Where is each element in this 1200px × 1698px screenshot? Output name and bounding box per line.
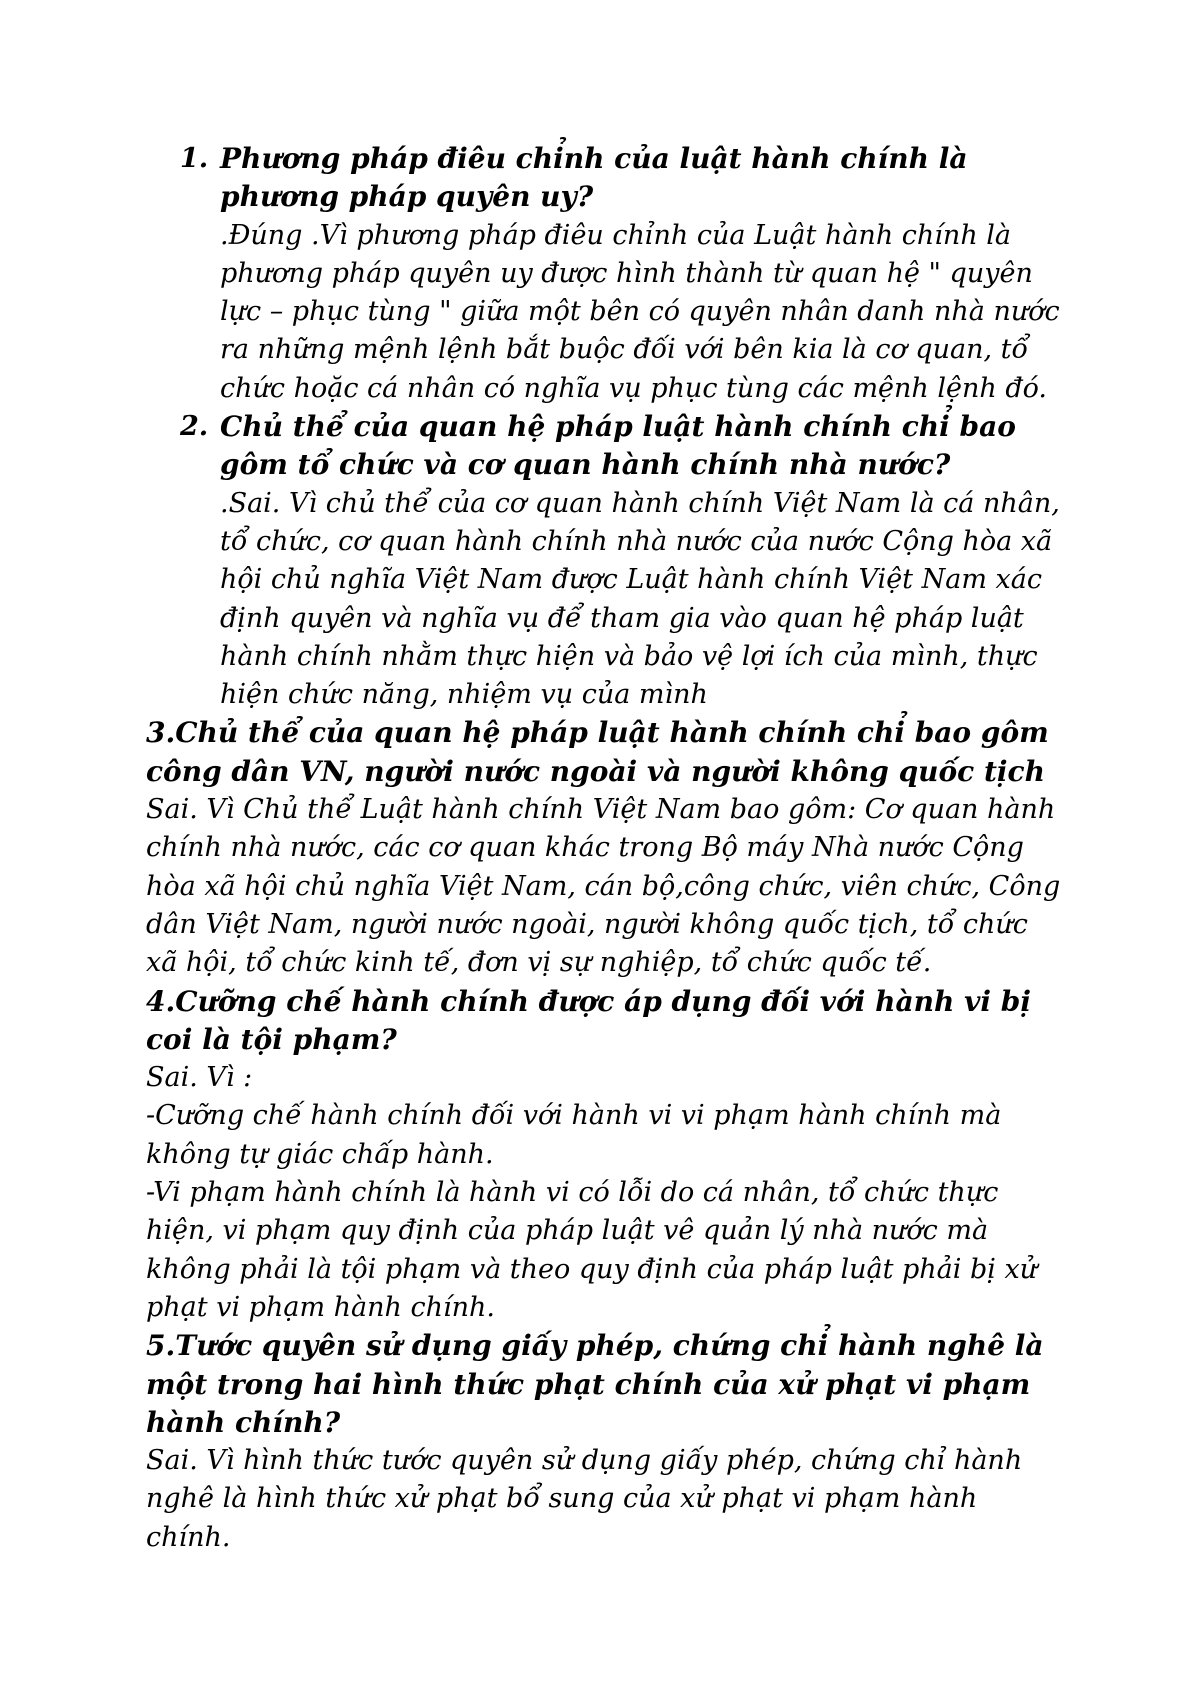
qa-item-1 xyxy=(146,140,1066,408)
answer-text: .Sai. Vì chủ thể của cơ quan hành chính Việt Nam là cá nhân, tổ chức, cơ quan hành chính nhà nước của nước Cộng hòa xã hội chủ nghĩa Việt Nam được Luật hành chính Việt Nam xác định quyên và nghĩa vụ để tham gia vào quan hệ pháp luật hành chính nhằm thực hiện và bảo vệ lợi ích của mình, thực hiện chức năng, nhiệm vụ của mình xyxy=(220,487,1060,711)
question-text: 3.Chủ thể của quan hệ pháp luật hành chính chỉ bao gôm công dân VN, người nước ngoài và người không quốc tịch xyxy=(146,716,1049,788)
answer-text: .Đúng .Vì phương pháp điêu chỉnh của Luật hành chính là phương pháp quyên uy được hình thành từ quan hệ " quyên lực – phục tùng " giữa một bên có quyên nhân danh nhà nước ra những mệnh lệnh bắt buộc đối với bên kia là cơ quan, tổ chức hoặc cá nhân có nghĩa vụ phục tùng các mệnh lệnh đó. xyxy=(220,219,1060,404)
document-page xyxy=(146,140,1066,1557)
question-text: 4.Cưỡng chế hành chính được áp dụng đối với hành vi bị coi là tội phạm? xyxy=(146,984,1031,1056)
answer-text: Sai. Vì : xyxy=(146,1062,253,1094)
qa-item-3 xyxy=(146,714,1066,982)
qa-item-4 xyxy=(146,983,1066,1328)
item-number: 1. xyxy=(180,143,209,174)
qa-item-2 xyxy=(146,408,1066,714)
answer-text: -Cưỡng chế hành chính đối với hành vi vi phạm hành chính mà không tự giác chấp hành. xyxy=(146,1100,1002,1170)
answer-text: Sai. Vì Chủ thể Luật hành chính Việt Nam bao gôm: Cơ quan hành chính nhà nước, các cơ quan khác trong Bộ máy Nhà nước Cộng hòa xã hội chủ nghĩa Việt Nam, cán bộ,công chức, viên chức, Công dân Việt Nam, người nước ngoài, người không quốc tịch, tổ chức xã hội, tổ chức kinh tế, đơn vị sự nghiệp, tổ chức quốc tế. xyxy=(146,794,1061,979)
qa-item-5 xyxy=(146,1327,1066,1557)
item-number: 2. xyxy=(180,411,209,443)
answer-text: -Vi phạm hành chính là hành vi có lỗi do cá nhân, tổ chức thực hiện, vi phạm quy định của pháp luật vê quản lý nhà nước mà không phải là tội phạm và theo quy định của pháp luật phải bị xử phạt vi phạm hành chính. xyxy=(146,1177,1038,1323)
question-text: 5.Tước quyên sử dụng giấy phép, chứng chỉ hành nghê là một trong hai hình thức phạt chính của xử phạt vi phạm hành chính? xyxy=(146,1329,1044,1439)
question-text: Phương pháp điêu chỉnh của luật hành chính là phương pháp quyên uy? xyxy=(220,142,968,214)
question-text: Chủ thể của quan hệ pháp luật hành chính chỉ bao gôm tổ chức và cơ quan hành chính nhà nước? xyxy=(220,410,1016,482)
answer-text: Sai. Vì hình thức tước quyên sử dụng giấy phép, chứng chỉ hành nghê là hình thức xử phạt bổ sung của xử phạt vi phạm hành chính. xyxy=(146,1445,1023,1553)
